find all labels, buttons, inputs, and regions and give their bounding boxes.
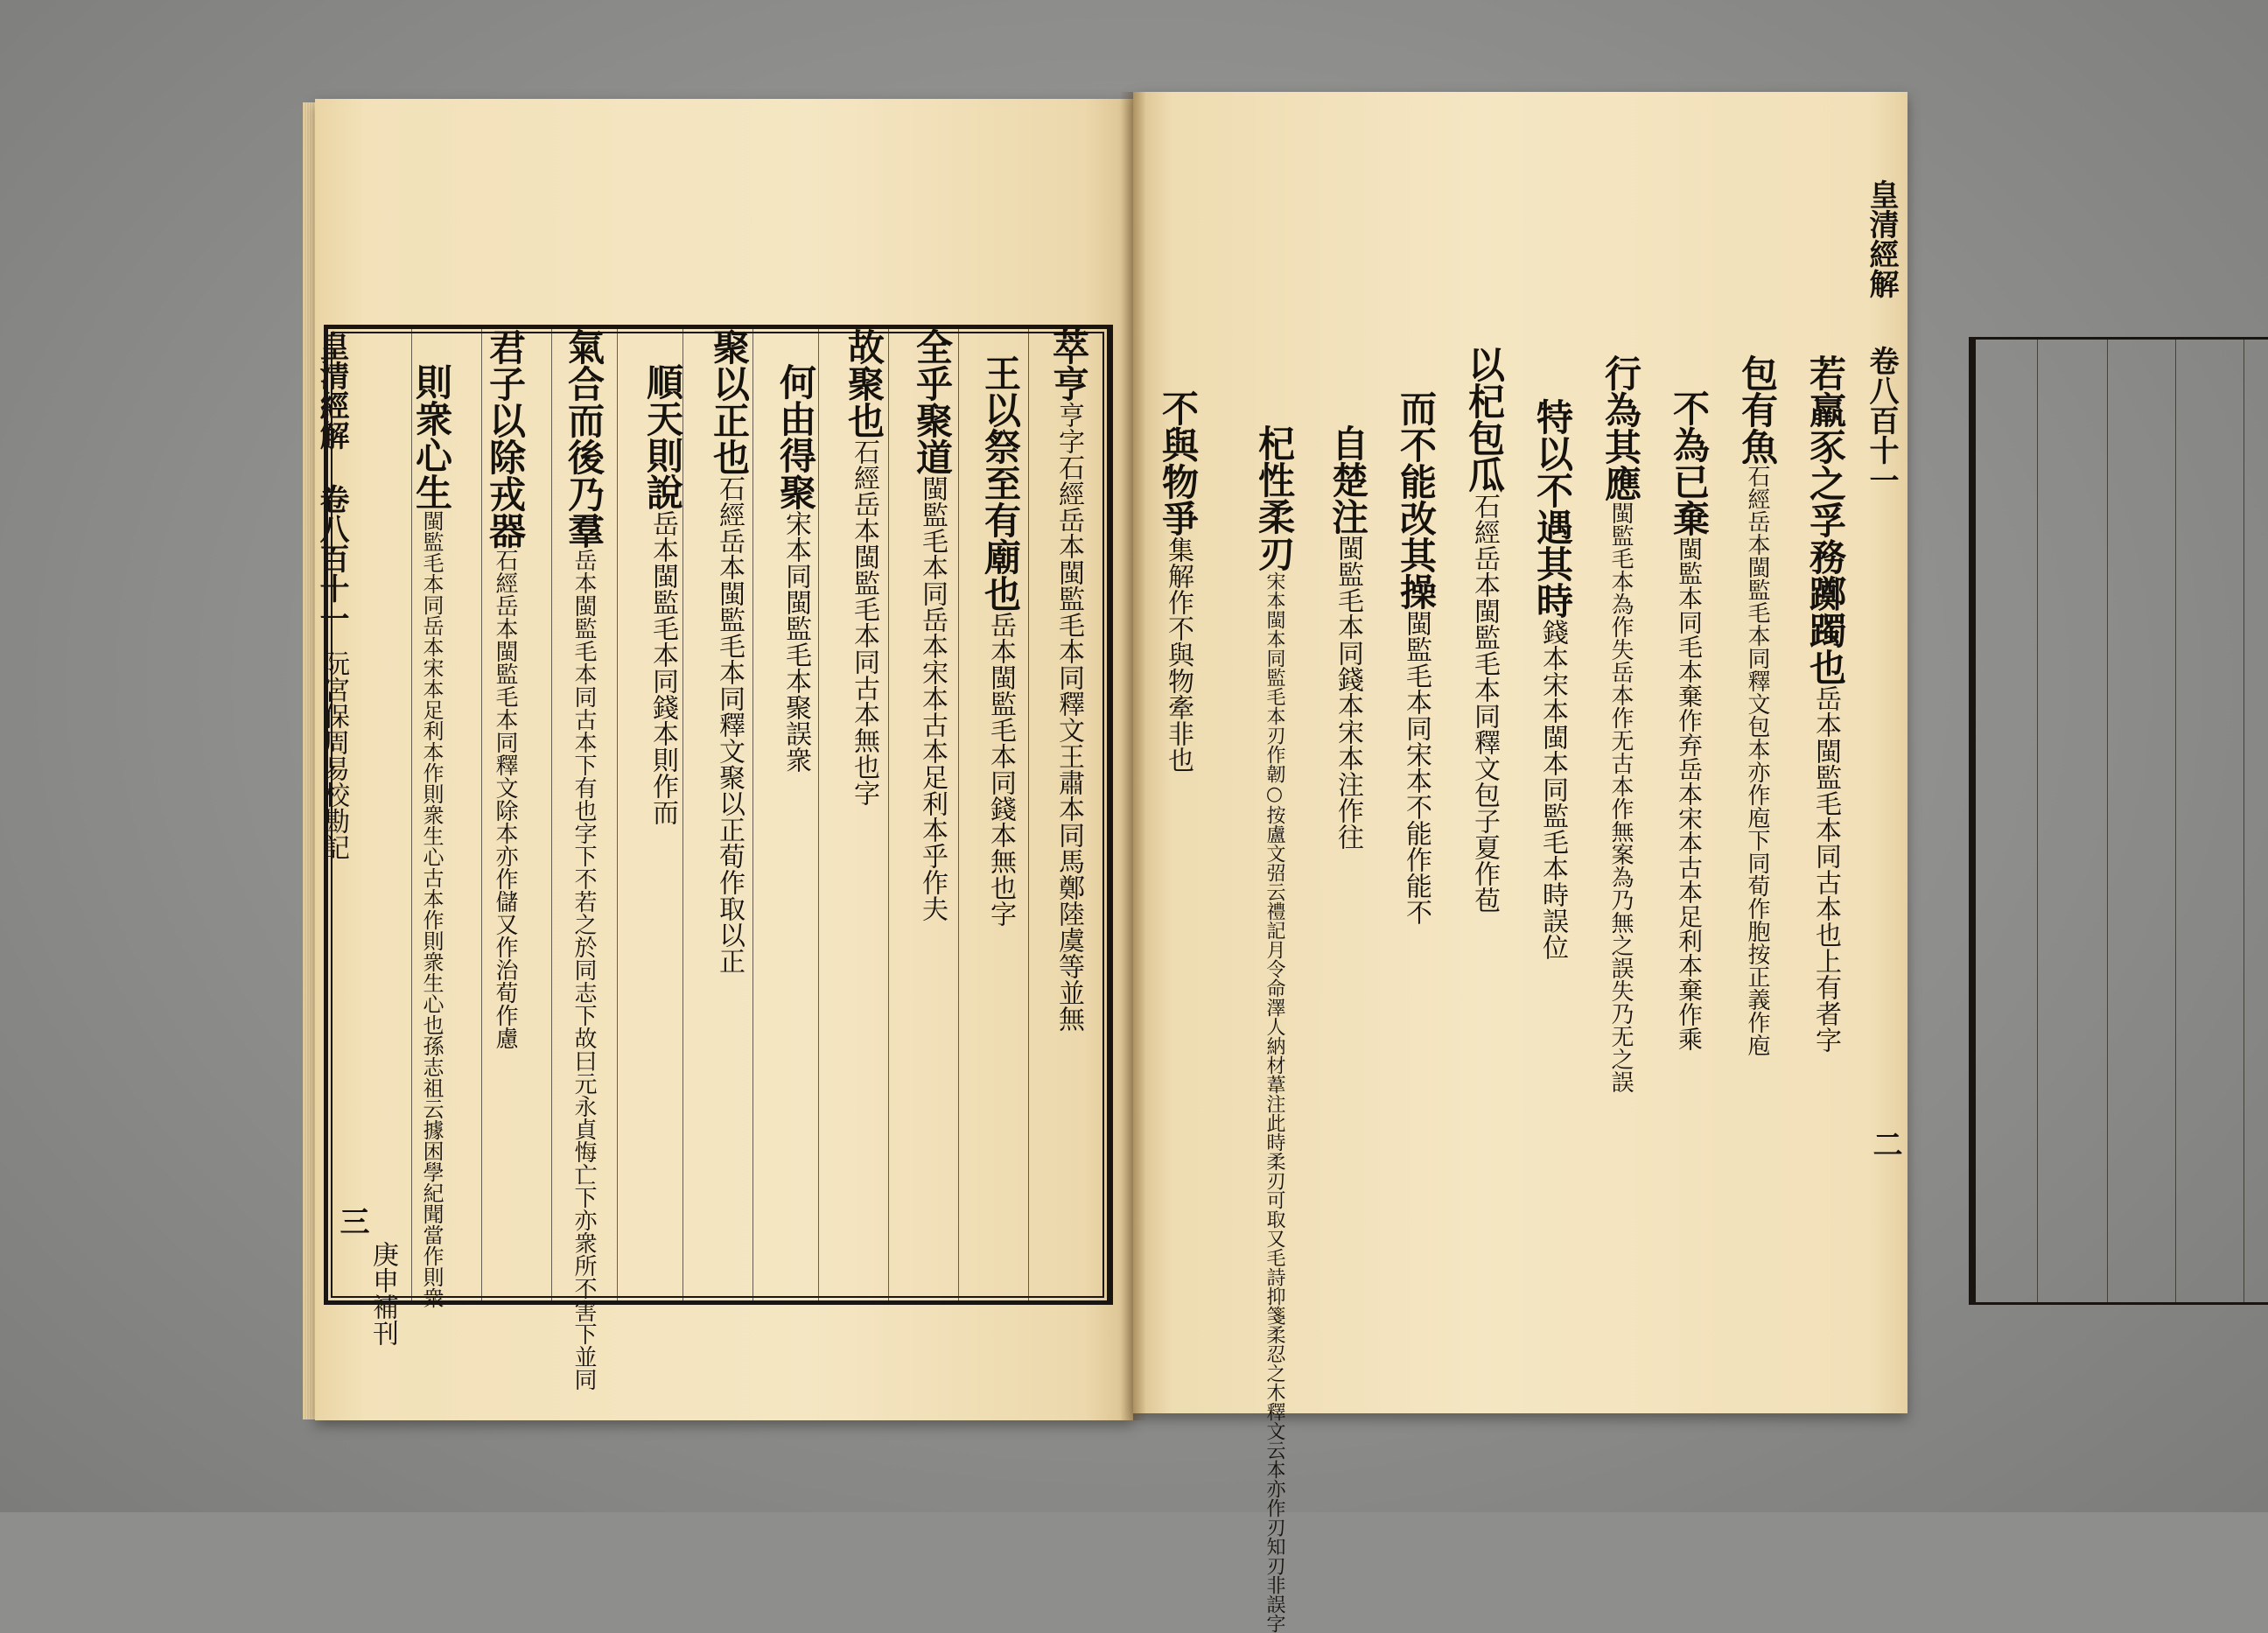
right-column-7: 而不能改其操閩監毛本同宋本不能作能不 — [1395, 389, 1438, 925]
left-column-4: 故聚也石經岳本閩監毛本同古本無也字 — [843, 328, 886, 806]
left-column-3: 全乎聚道閩監毛本同岳本宋本古本足利本乎作夫 — [911, 328, 954, 922]
open-book — [314, 92, 1908, 1633]
left-column-8: 氣合而後乃羣岳本閩監毛本同古本下有也字下不若之於同志下故曰元永貞悔亡下亦衆所不害下並同 — [563, 328, 606, 1391]
right-column-6: 以杞包瓜石經岳本閩監毛本同釋文包子夏作苞 — [1463, 346, 1506, 913]
left-margin-edition: 庚申補刊 — [368, 1241, 398, 1346]
right-column-9: 杞性柔刃宋本閩本同監毛本刃作韌○按盧文弨云禮記月令命澤人納材葦注此時柔刃可取又毛詩抑箋柔忍之木釋文云本亦作刃知刃非誤字 — [1253, 424, 1296, 1633]
left-margin-author: 阮宮保周易校勘記 — [318, 650, 349, 860]
left-column-1: 萃亨亨字石經岳本閩監毛本同釋文王肅本同馬鄭陸虞等並無 — [1047, 328, 1090, 1032]
right-column-3: 不為已棄閩監本同毛本棄作弃岳本宋本古本足利本棄作乘 — [1668, 389, 1711, 1051]
left-column-7: 順天則說岳本閩監毛本同錢本則作而 — [641, 363, 684, 825]
right-column-5: 特以不遇其時錢本宋本閩本同監毛本時誤位 — [1531, 398, 1574, 960]
right-page — [1133, 92, 1908, 1633]
left-column-5: 何由得聚宋本同閩監毛本聚誤衆 — [774, 363, 817, 773]
right-column-4: 行為其應閩監毛本為作失岳本作无古本作無案為乃無之誤失乃无之誤 — [1600, 354, 1642, 1093]
right-column-2: 包有魚石經岳本閩監毛本同釋文包本亦作庖下同荀作胞按正義作庖 — [1736, 354, 1779, 1056]
left-column-10: 則衆心生閩監毛本同岳本宋本足利本作則衆生心古本作則衆生心也孫志祖云據困學紀聞當作則衆 — [410, 363, 453, 1308]
right-column-8: 自楚注閩監毛本同錢本宋本注作往 — [1326, 424, 1369, 850]
right-column-10: 不與物爭集解作不與物牽非也 — [1157, 389, 1200, 773]
left-column-9: 君子以除戎器石經岳本閩監毛本同釋文除本亦作儲又作治荀作慮 — [484, 328, 527, 1049]
left-margin-page-number: 三 — [334, 1206, 369, 1236]
right-margin-title: 皇清經解 — [1864, 179, 1899, 298]
right-column-1: 若羸豕之孚務躑躅也岳本閩監毛本同古本也上有者字 — [1804, 354, 1847, 1053]
left-column-2: 王以祭至有廟也岳本閩監毛本同錢本無也字 — [979, 354, 1022, 927]
right-margin-page-number: 二 — [1867, 1129, 1902, 1159]
left-margin-chapter: 卷八百十一 — [314, 484, 349, 633]
book-gutter — [1120, 92, 1146, 1420]
right-margin-chapter: 卷八百十一 — [1864, 346, 1899, 494]
left-column-6: 聚以正也石經岳本閩監毛本同釋文聚以正荀作取以正 — [708, 328, 751, 974]
left-margin-title: 皇清經解 — [314, 331, 349, 450]
right-text-frame — [1969, 337, 2268, 1305]
left-page — [315, 99, 1133, 1420]
